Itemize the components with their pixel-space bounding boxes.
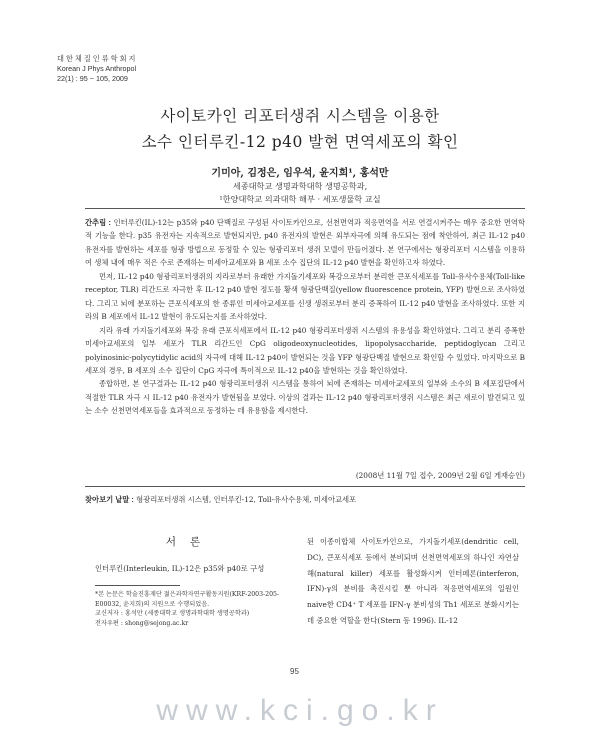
footnote-corresponding: 교신저자 : 홍석만 (세종대학교 생명과학대학 생명공학과) (95, 610, 250, 618)
footnote-funding: *본 논문은 학술진흥재단 젊은과학자연구활동지원(KRF-2003-205-E00032, 윤지희)의 지원으로 수행되었음. (95, 591, 280, 608)
abstract-paragraph-3: 지라 유래 가지돌기세포와 복강 유래 큰포식세포에서 IL-12 p40 형광리포터생쥐 시스템의 유용성을 확인하였다. 그리고 분리 증폭한 미세아교세포의 일부 세포가 TLR 리간드인 CpG oligodeoxynucleotides, lipopolysaccharide, peptidoglycan 그리고 polyinosinic-polycytidylic acid의 자극에 대해 IL-12 p40이 발현되는 것을 YFP 형광단백질 발현으로 확인할 수 있었다. 마지막으로 B 세포의 경우, B 세포의 소수 집단이 CpG 자극에 특이적으로 IL-12 p40을 발현하는 것을 확인하였다. (85, 325, 525, 375)
abstract-paragraph-2: 먼저, IL-12 p40 형광리포터생쥐의 지라로부터 유래한 가지돌기세포와 복강으로부터 분리한 큰포식세포를 Toll-유사수용체(Toll-like receptor, TLR) 리간드로 자극한 후 IL-12 p40 발현 정도를 황색 형광단백질(yellow fluorescence protein, YFP) 발현으로 조사하였다. 그리고 뇌에 분포하는 큰포식세포의 한 종류인 미세아교세포를 신생 생쥐로부터 분리 증폭하여 IL-12 p40 발현을 조사하였다. 또한 지라의 B 세포에서 IL-12 발현이 유도되는지를 조사하였다. (85, 271, 525, 322)
keywords-text: 형광리포터생쥐 시스템, 인터루킨-12, Toll-유사수용체, 미세아교세포 (136, 495, 357, 504)
abstract-paragraph-1: 간추림 : 인터루킨(IL)-12는 p35와 p40 단백질로 구성된 사이토카인으로, 선천면역과 적응면역을 서로 연결시켜주는 매우 중요한 면역학적 기능을 한다. p35 유전자는 지속적으로 발현되지만, p40 유전자의 발현은 외부자극에 의해 유도되는 점에 착안하여, 최근 IL-12 p40 유전자를 발현하는 세포를 형광 방법으로 동정할 수 있는 형광리포터 생쥐 모델이 만들어졌다. 본 연구에서는 형광리포터 시스템을 이용하여 생체 내에 매우 적은 수로 존재하는 미세아교세포와 B 세포 소수 집단의 IL-12 p40 발현을 확인하고자 하였다. (85, 218, 525, 268)
page-number: 95 (290, 667, 299, 676)
watermark: www.kci.go.kr (156, 694, 444, 727)
abstract-top-rule (85, 208, 525, 209)
body-right-column: 된 이종이합체 사이토카인으로, 가지돌기세포(dendritic cell, DC), 큰포식세포 등에서 분비되며 선천면역세포의 하나인 자연살해(natural killer) 세포를 활성화시켜 인터페론(interferon, IFN)-γ의 분비를 촉진시킬 뿐 아니라 적응면역세포의 일원인 naive한 CD4⁺ T 세포를 IFN-γ 분비성의 Th1 세포로 분화시키는 데 중요한 역할을 한다(Stern 등 1996). IL-12 (307, 537, 519, 625)
footnotes (95, 590, 300, 628)
affiliation-2: ¹한양대학교 의과대학 해부 · 세포생물학 교실 (219, 194, 381, 204)
footnote-rule (95, 585, 180, 586)
journal-name-ko: 대 한 체 질 인 류 학 회 지 (57, 54, 136, 63)
title-line-2: 소수 인터루킨-12 p40 발현 면역세포의 확인 (141, 133, 459, 151)
title-line-1: 사이토카인 리포터생쥐 시스템을 이용한 (160, 107, 440, 125)
author-list: 기미아, 김정은, 임우석, 윤지희¹, 홍석만 (211, 168, 389, 179)
section-heading-intro: 서론 (165, 536, 215, 548)
affiliation-1: 세종대학교 생명과학대학 생명공학과, (232, 181, 368, 191)
footnote-email: 전자우편 : shong@sejong.ac.kr (95, 619, 189, 627)
journal-header (57, 54, 136, 84)
abstract-paragraph-4: 종합하면, 본 연구결과는 IL-12 p40 형광리포터생쥐 시스템을 통하여 뇌에 존재하는 미세아교세포의 일부와 소수의 B 세포집단에서 적절한 TLR 자극 시 IL-12 p40 유전자가 발현됨을 보였다. 이상의 결과는 IL-12 p40 형광리포터생쥐 시스템은 최근 새로이 발견되고 있는 소수 선천면역세포들을 효과적으로 동정하는 데 유용함을 제시한다. (85, 379, 525, 416)
body-left-column: 인터루킨(Interleukin, IL)-12은 p35와 p40로 구성 (95, 564, 265, 573)
keywords-label: 찾아보기 낱말 : (85, 495, 134, 504)
journal-citation: 22(1) : 95 ~ 105, 2009 (57, 74, 128, 83)
abstract (85, 216, 525, 418)
journal-name-en: Korean J Phys Anthropol (57, 64, 137, 73)
keywords-rule (85, 486, 525, 487)
abstract-label: 간추림 : (85, 218, 111, 227)
received-date: (2008년 11월 7일 접수, 2009년 2월 6일 게재승인) (355, 471, 525, 480)
keywords (85, 495, 525, 505)
